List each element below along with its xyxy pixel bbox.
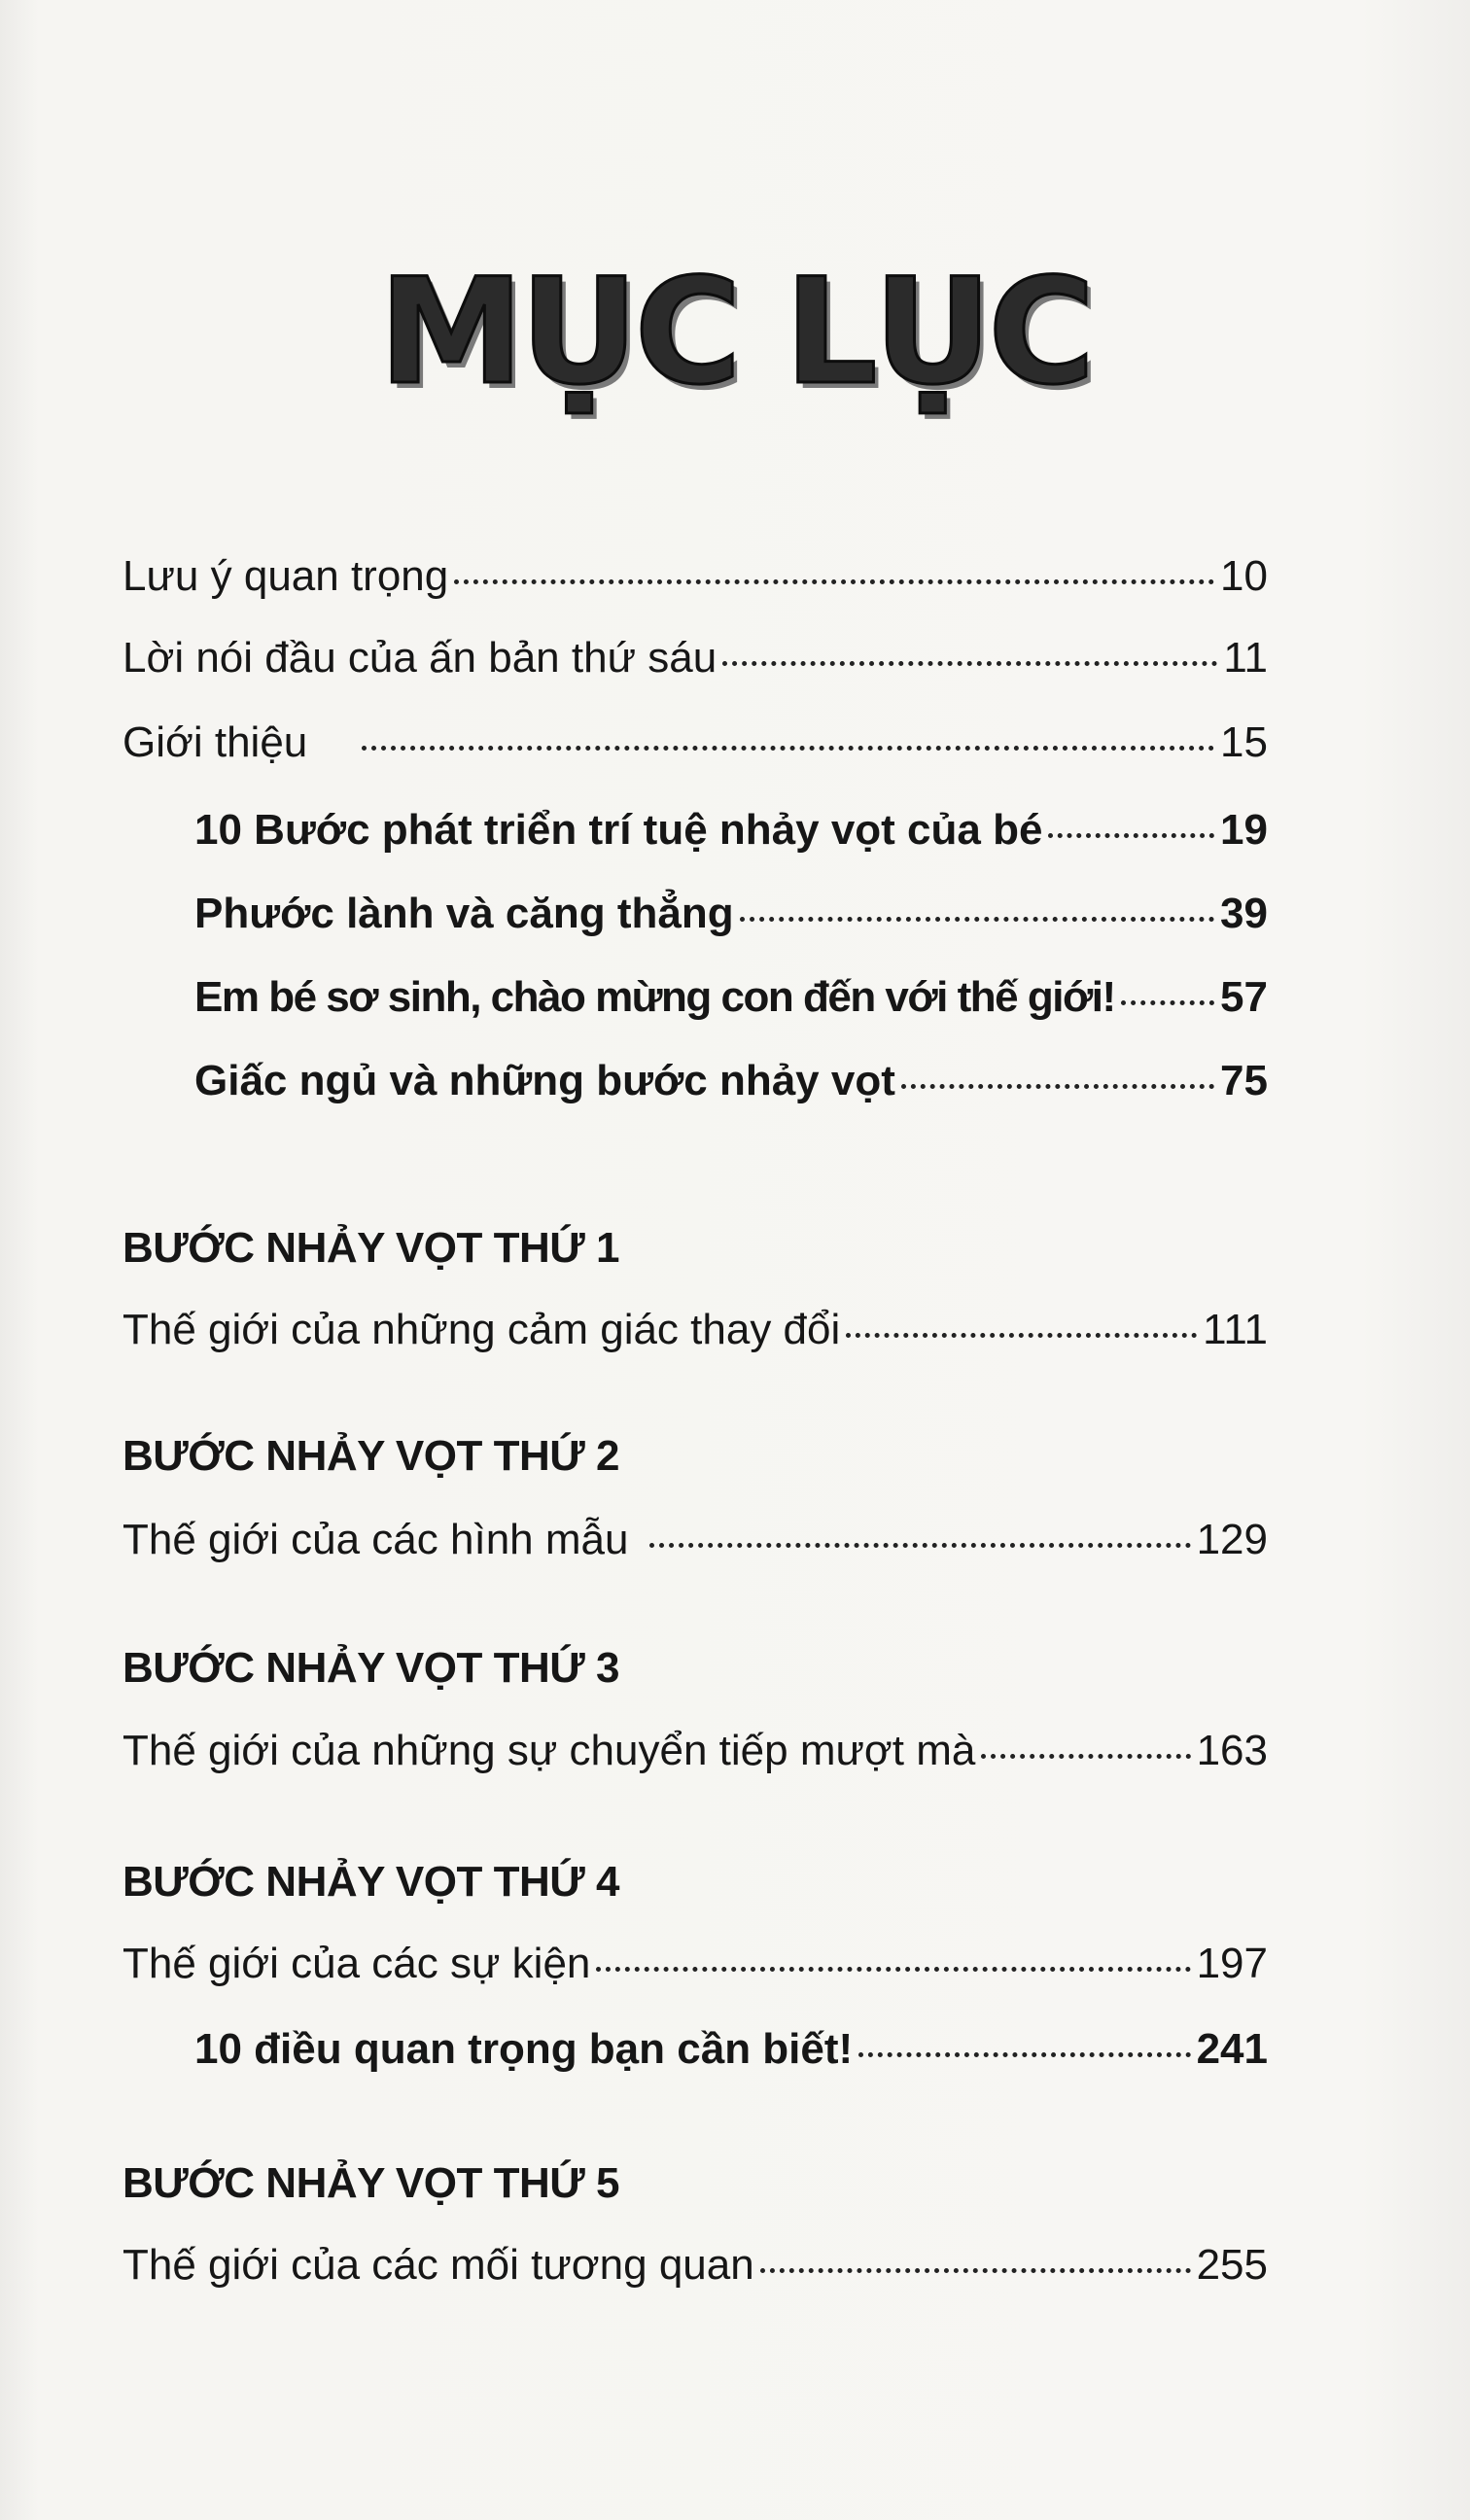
toc-entry-label: Lưu ý quan trọng — [122, 552, 449, 600]
leader-dots — [596, 1967, 1190, 1972]
toc-entry-label: Thế giới của các sự kiện — [122, 1940, 591, 1987]
toc-entry-page: 10 — [1220, 552, 1268, 600]
toc-entry-page: 163 — [1196, 1727, 1268, 1774]
leader-dots — [454, 579, 1214, 584]
toc-entry-page: 129 — [1196, 1516, 1268, 1563]
toc-entry-leap — [122, 1724, 1268, 1778]
leader-dots — [649, 1543, 1190, 1548]
toc-entry-foreword — [122, 631, 1268, 685]
toc-entry-leap — [122, 1937, 1268, 1991]
toc-entry-label: Thế giới của các mối tương quan — [122, 2241, 754, 2289]
toc-entry-intro-chapter — [194, 970, 1268, 1025]
toc-entry-leap-sub — [194, 2022, 1268, 2077]
toc-entry-label: Lời nói đầu của ấn bản thứ sáu — [122, 634, 718, 682]
toc-entry-label: Giới thiệu — [122, 718, 308, 766]
toc-entry-label: Phước lành và căng thẳng — [194, 890, 734, 937]
toc-entry-leap — [122, 2238, 1268, 2292]
toc-entry-label: 10 điều quan trọng bạn cần biết! — [194, 2025, 854, 2073]
leader-dots — [858, 2052, 1190, 2057]
toc-entry-page: 111 — [1203, 1306, 1268, 1353]
toc-entry-page: 197 — [1196, 1940, 1268, 1987]
leader-dots — [981, 1754, 1190, 1759]
leap-heading: BƯỚC NHẢY VỌT THỨ 2 — [122, 1432, 619, 1480]
toc-entry-important-note — [122, 549, 1268, 604]
toc-entry-intro-chapter — [194, 887, 1268, 941]
leader-dots — [1048, 833, 1214, 838]
leader-dots — [846, 1333, 1197, 1338]
toc-entry-page: 11 — [1223, 634, 1268, 682]
toc-entry-introduction — [122, 716, 1268, 770]
leader-dots — [901, 1084, 1214, 1089]
leap-heading: BƯỚC NHẢY VỌT THỨ 5 — [122, 2159, 619, 2207]
leader-dots — [1121, 1000, 1214, 1005]
toc-entry-page: 15 — [1220, 718, 1268, 766]
toc-entry-page: 39 — [1220, 890, 1268, 937]
toc-entry-label: Giấc ngủ và những bước nhảy vọt — [194, 1057, 895, 1104]
toc-entry-label: Thế giới của những cảm giác thay đổi — [122, 1306, 841, 1353]
toc-entry-page: 19 — [1220, 806, 1268, 854]
toc-entry-intro-chapter — [194, 803, 1268, 858]
toc-entry-label: Thế giới của các hình mẫu — [122, 1516, 629, 1563]
toc-entry-page: 241 — [1196, 2025, 1268, 2073]
toc-entry-label: Thế giới của những sự chuyển tiếp mượt mà — [122, 1727, 976, 1774]
leader-dots — [722, 661, 1217, 666]
toc-entry-page: 255 — [1196, 2241, 1268, 2289]
toc-entry-page: 57 — [1220, 973, 1268, 1021]
toc-entry-intro-chapter — [194, 1054, 1268, 1108]
toc-entry-label: 10 Bước phát triển trí tuệ nhảy vọt của bé — [194, 806, 1043, 854]
leader-dots — [740, 917, 1214, 922]
toc-entry-label: Em bé sơ sinh, chào mừng con đến với thế giới! — [194, 973, 1115, 1021]
leap-heading: BƯỚC NHẢY VỌT THỨ 3 — [122, 1644, 619, 1692]
toc-entry-leap — [122, 1513, 1268, 1567]
leader-dots — [760, 2268, 1191, 2273]
leap-heading: BƯỚC NHẢY VỌT THỨ 1 — [122, 1224, 619, 1272]
page-title: MỤC LỤC — [378, 248, 1092, 417]
toc-entry-leap — [122, 1303, 1268, 1357]
leader-dots — [362, 746, 1214, 751]
leap-heading: BƯỚC NHẢY VỌT THỨ 4 — [122, 1858, 619, 1906]
toc-entry-page: 75 — [1220, 1057, 1268, 1104]
